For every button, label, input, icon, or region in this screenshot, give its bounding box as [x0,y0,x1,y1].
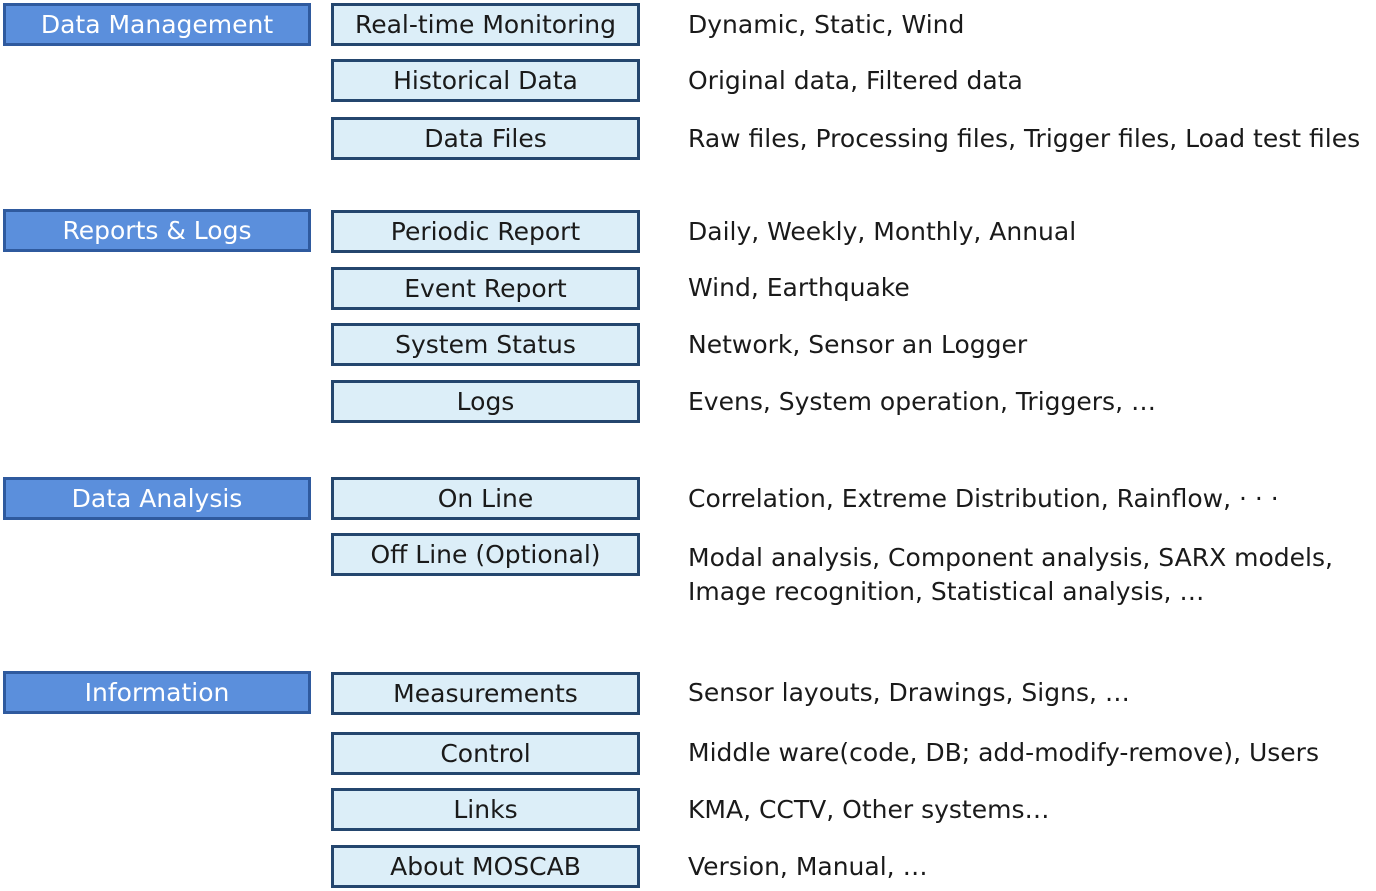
item-label: Measurements [393,679,578,708]
category-data-management [3,3,311,46]
item-historical-data [331,59,640,102]
item-links [331,788,640,831]
item-description: Raw files, Processing files, Trigger files, Load test files [688,124,1361,153]
category-information [3,671,311,714]
category-label: Data Management [40,10,274,39]
item-description: Version, Manual, … [688,852,928,881]
item-label: Data Files [424,124,547,153]
item-logs [331,380,640,423]
item-label: Real-time Monitoring [354,10,617,39]
item-about-moscab [331,845,640,888]
category-label: Information [84,678,230,707]
item-label: Historical Data [393,66,578,95]
item-description: Modal analysis, Component analysis, SARX models, Image recognition, Statistical analysis, … [688,543,1333,606]
item-description: Daily, Weekly, Monthly, Annual [688,217,1077,246]
item-label: Links [453,795,518,824]
item-description: Correlation, Extreme Distribution, Rainflow, · · · [688,484,1279,513]
item-description: Evens, System operation, Triggers, … [688,387,1156,416]
item-off-line [331,533,640,576]
item-label: About MOSCAB [390,852,581,881]
item-measurements [331,672,640,715]
item-on-line [331,477,640,520]
item-real-time-monitoring [331,3,640,46]
item-label: Control [440,739,531,768]
item-description: Original data, Filtered data [688,66,1023,95]
item-label: Logs [456,387,515,416]
item-label: Periodic Report [390,217,581,246]
item-data-files [331,117,640,160]
item-event-report [331,267,640,310]
item-label: Off Line (Optional) [370,540,601,569]
category-label: Reports & Logs [62,216,252,245]
item-description: Sensor layouts, Drawings, Signs, … [688,678,1130,707]
item-system-status [331,323,640,366]
item-label: System Status [395,330,576,359]
item-description: Middle ware(code, DB; add-modify-remove), Users [688,738,1319,767]
item-label: On Line [437,484,534,513]
category-reports-logs [3,209,311,252]
item-periodic-report [331,210,640,253]
item-description: Wind, Earthquake [688,273,910,302]
category-data-analysis [3,477,311,520]
item-label: Event Report [404,274,567,303]
item-control [331,732,640,775]
category-label: Data Analysis [71,484,243,513]
item-description: Network, Sensor an Logger [688,330,1028,359]
item-description: KMA, CCTV, Other systems… [688,795,1050,824]
item-description: Dynamic, Static, Wind [688,10,965,39]
